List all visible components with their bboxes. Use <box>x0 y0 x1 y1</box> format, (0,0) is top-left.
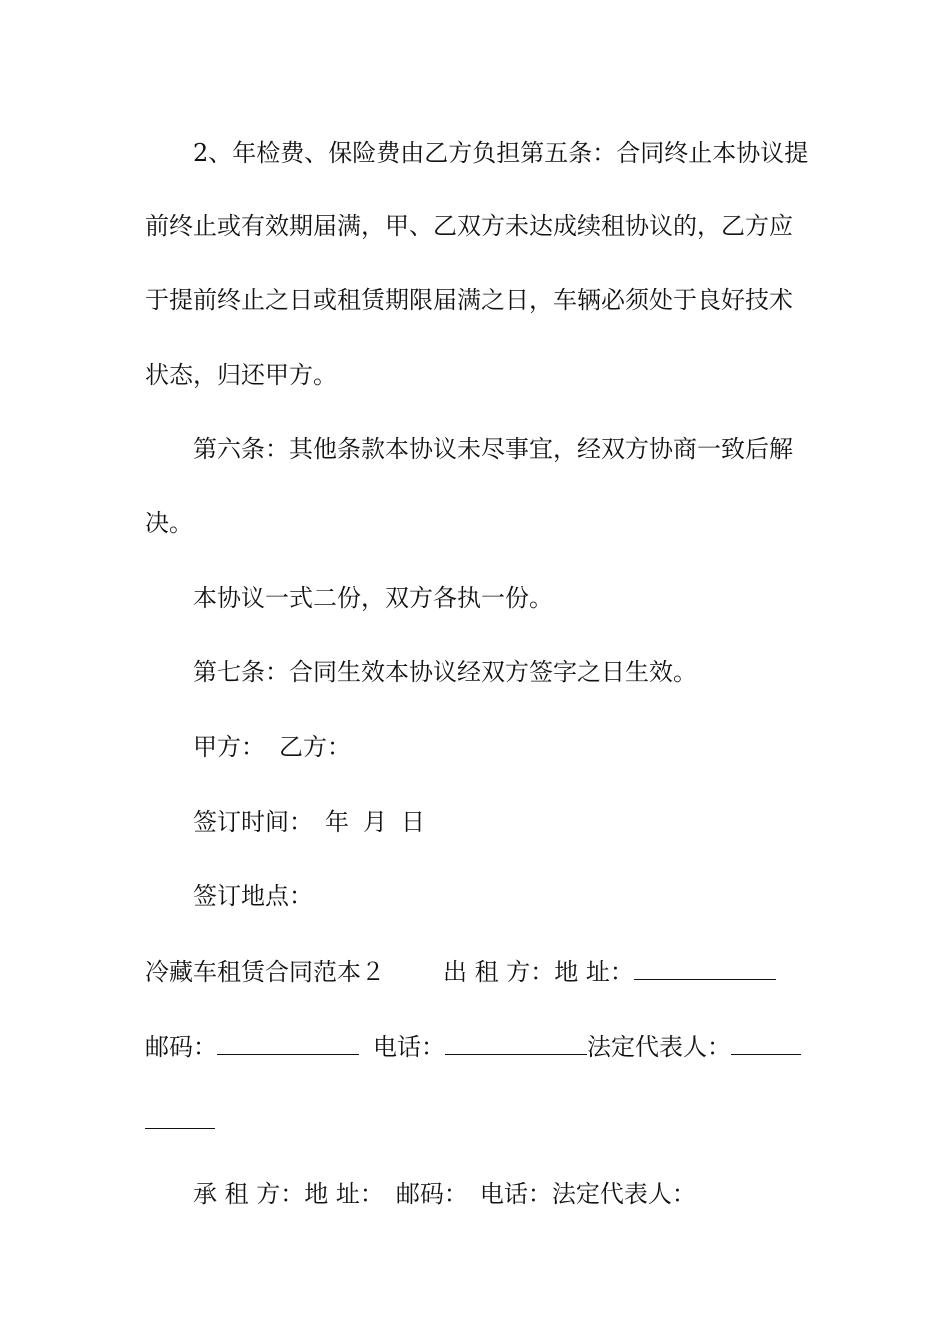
sign-place-label: 签订地点： <box>193 882 313 910</box>
paragraph-line: 前终止或有效期届满，甲、乙双方未达成续租协议的，乙方应 <box>145 212 793 240</box>
lessee-postcode-label: 邮码： <box>395 1180 468 1208</box>
sign-month: 月 <box>363 808 387 836</box>
phone-blank <box>445 1030 587 1055</box>
postcode-blank <box>217 1030 359 1055</box>
lessee-phone-label: 电话： <box>479 1180 552 1208</box>
paragraph-line: 决。 <box>145 509 193 537</box>
paragraph-line: 于提前终止之日或租赁期限届满之日，车辆必须处于良好技术 <box>145 286 793 314</box>
lessee-legal-rep-label: 法定代表人： <box>551 1180 696 1208</box>
address-label: 地 址： <box>554 958 634 986</box>
lessee-line <box>193 1179 807 1209</box>
contract2-title: 冷藏车租赁合同范本２ <box>145 958 385 986</box>
paragraph-line: 本协议一式二份，双方各执一份。 <box>193 584 553 612</box>
lessee-address-label: 地 址： <box>304 1180 384 1208</box>
paragraph-line: 状态，归还甲方。 <box>145 361 337 389</box>
party-a-label: 甲方： <box>193 733 265 761</box>
lessee-label: 承 租 方： <box>193 1180 305 1208</box>
legal-rep-label: 法定代表人： <box>587 1033 731 1061</box>
paragraph-line: 第六条：其他条款本协议未尽事宜，经双方协商一致后解 <box>193 435 793 463</box>
lessor-contact-line <box>145 1030 807 1062</box>
paragraph-line: 第七条：合同生效本协议经双方签字之日生效。 <box>193 658 697 686</box>
signature-parties-line <box>193 732 807 762</box>
sign-day: 日 <box>401 808 425 836</box>
legal-rep-blank <box>731 1030 801 1055</box>
phone-label: 电话： <box>373 1033 445 1061</box>
legal-rep-blank-continued <box>145 1104 215 1129</box>
signing-date-line <box>193 807 807 837</box>
address-blank <box>634 955 776 980</box>
legal-rep-continuation-line <box>145 1104 807 1136</box>
paragraph-line: 2、年检费、保险费由乙方负担第五条：合同终止本协议提 <box>193 139 809 167</box>
party-b-label: 乙方： <box>279 733 351 761</box>
sign-year: 年 <box>325 808 349 836</box>
contract2-header-line <box>145 955 807 987</box>
lessor-label: 出 租 方： <box>443 958 555 986</box>
sign-time-label: 签订时间： <box>193 808 313 836</box>
postcode-label: 邮码： <box>145 1033 217 1061</box>
